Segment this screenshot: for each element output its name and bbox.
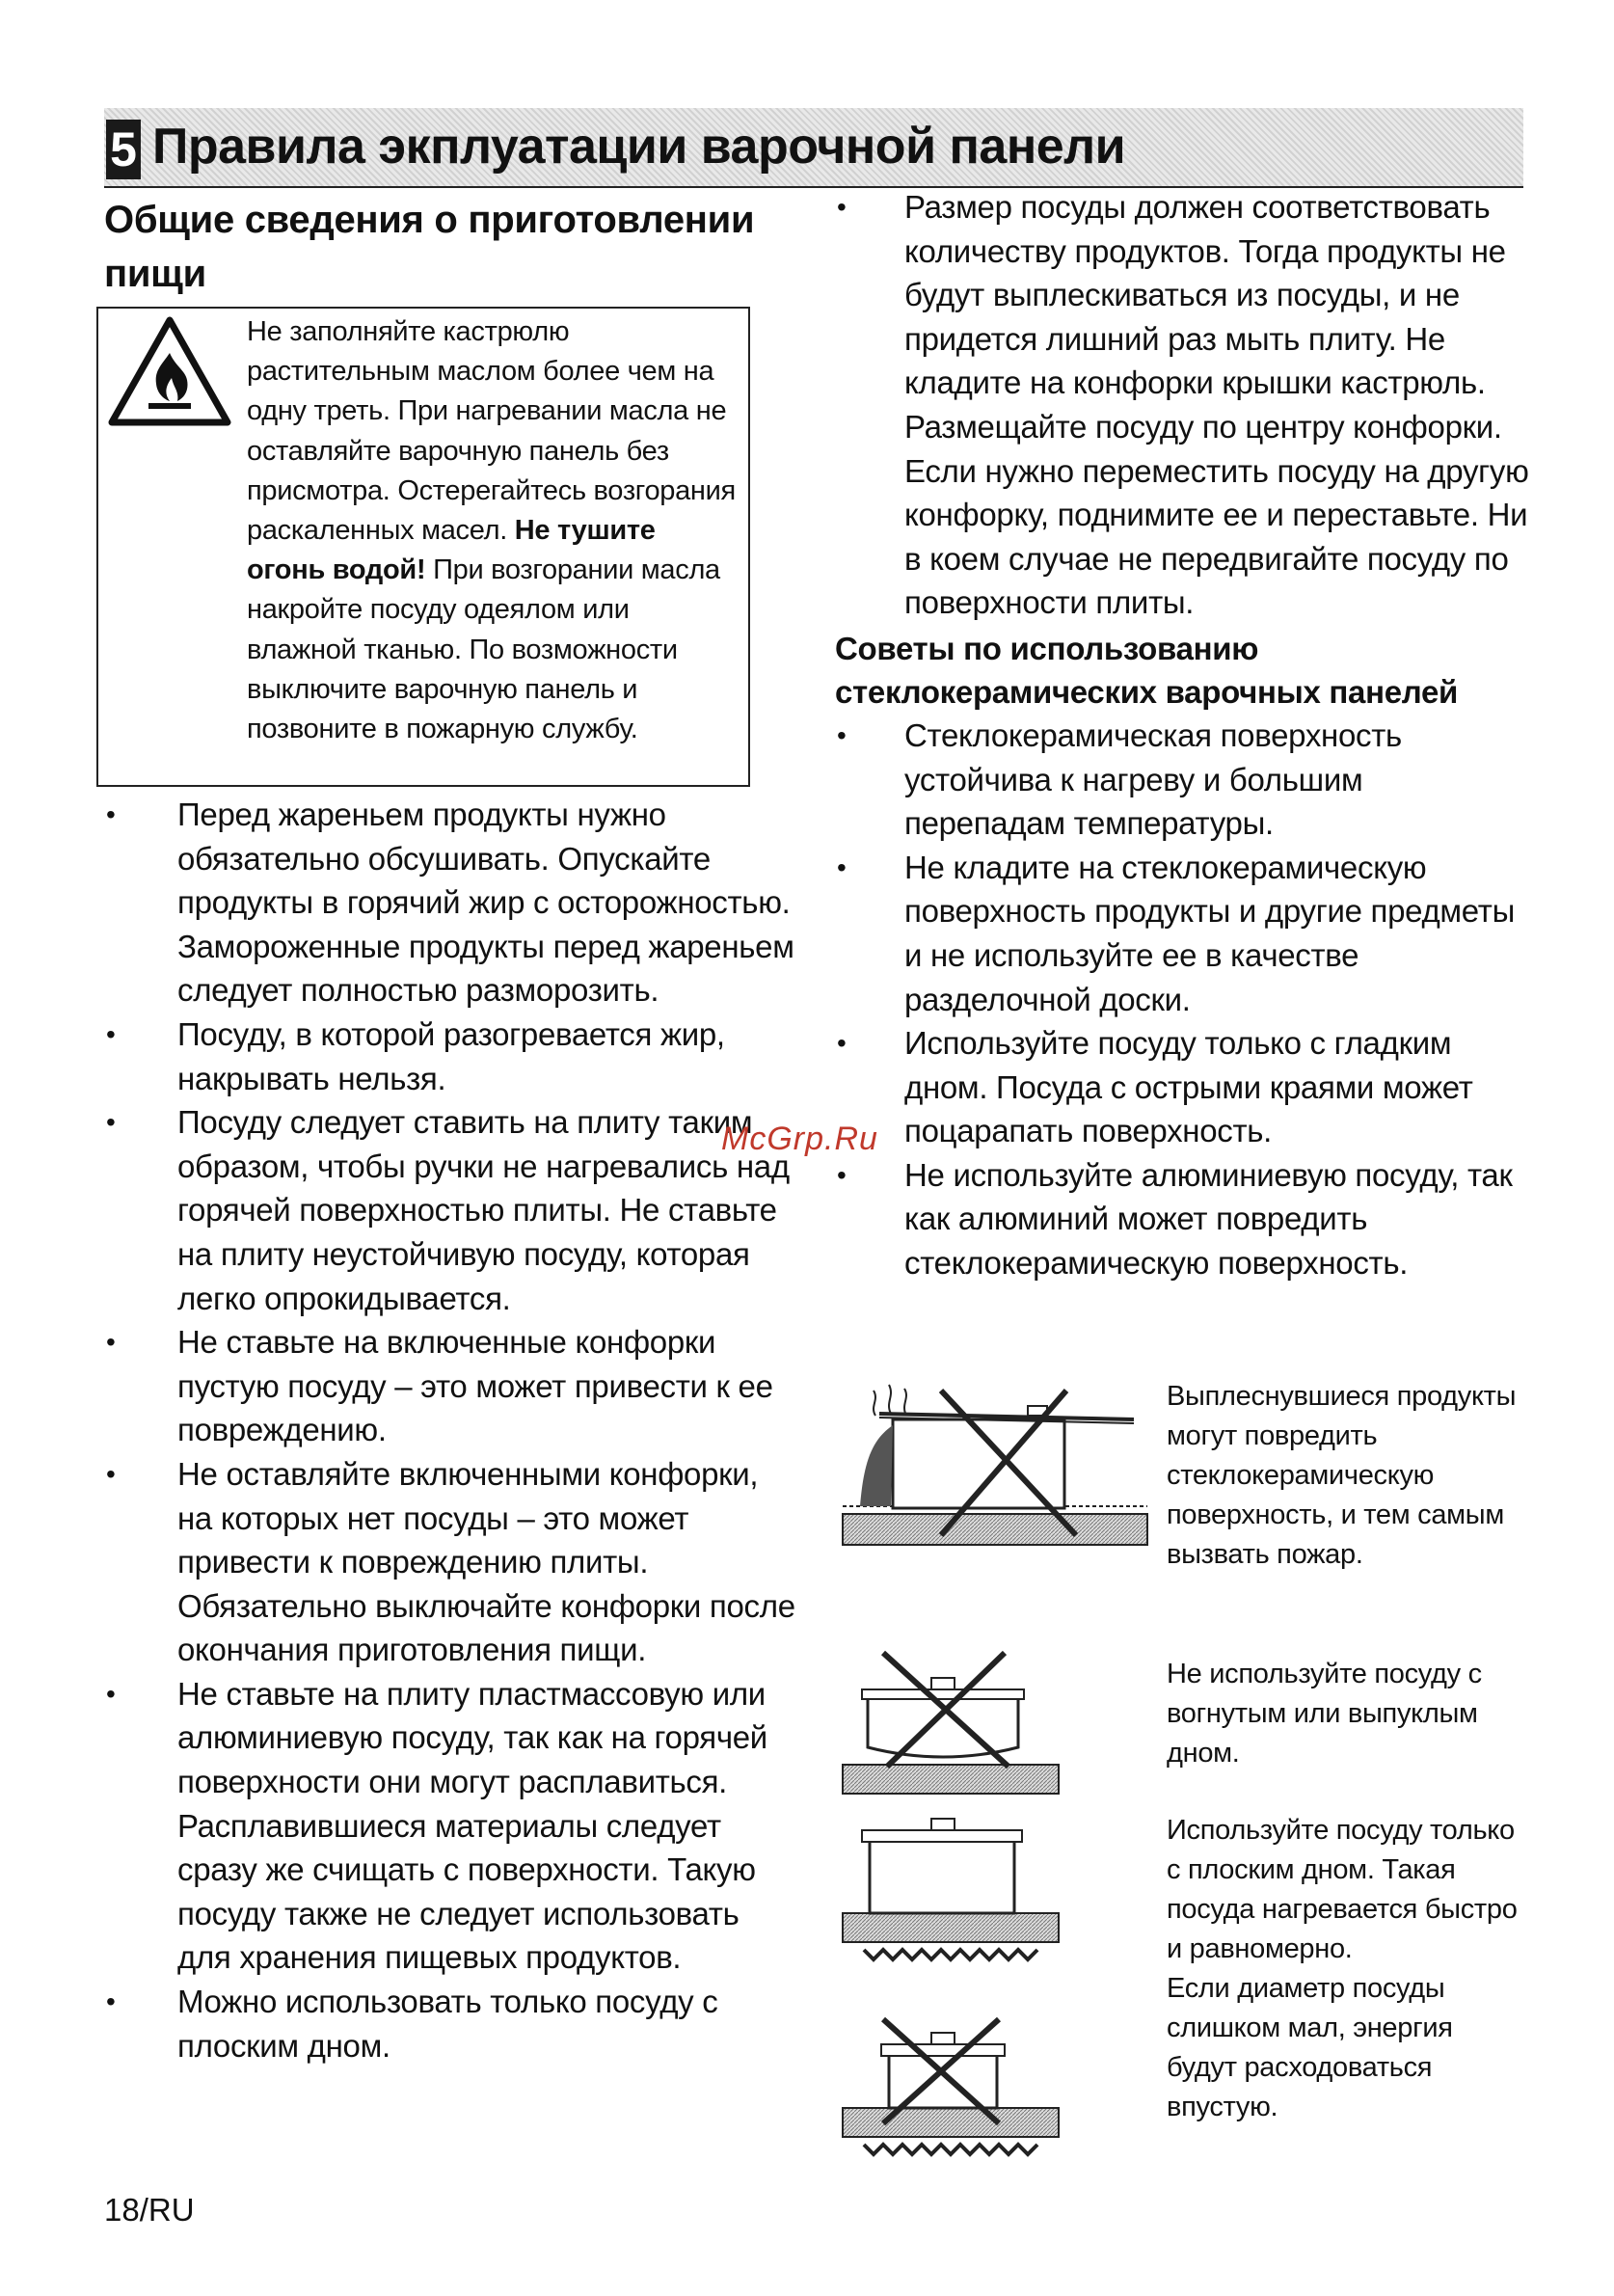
- right-bullet-list: [835, 714, 1529, 1285]
- list-item-text: Посуду следует ставить на плиту таким образом, чтобы ручки не нагревались над горячей поверхностью плиты. Не ставьте на плиту неустойчивую посуду, которая легко опрокидывается.: [177, 1104, 790, 1316]
- right-heading: Советы по использованию стеклокерамических варочных панелей: [835, 630, 1459, 710]
- list-item-text: Посуду, в которой разогревается жир, накрывать нельзя.: [177, 1015, 725, 1096]
- list-item: [104, 1100, 798, 1320]
- figure-caption: Используйте посуду только с плоским дном. Такая посуда нагревается быстро и равномерно.: [1167, 1815, 1518, 1964]
- warning-text-bold: Не тушите огонь водой!: [247, 515, 656, 586]
- list-item: [104, 1980, 798, 2067]
- list-item: [835, 185, 1529, 625]
- bullet-icon: •: [106, 1986, 116, 2017]
- list-item-text: Не используйте алюминиевую посуду, так как алюминий может повредить стеклокерамическую поверхность.: [904, 1156, 1513, 1282]
- list-item-text: Не кладите на стеклокерамическую поверхность продукты и другие предметы и не используйте ее в качестве разделочной доски.: [904, 849, 1516, 1017]
- list-item: [104, 1672, 798, 1980]
- list-item-text: Не ставьте на плиту пластмассовую или алюминиевую посуду, так как на горячей поверхности они могут расплавиться. Расплавившиеся материалы следует сразу же счищать с поверхности. Такую посуду также не следует использовать для хранения пищевых продуктов.: [177, 1675, 767, 1976]
- list-item: [835, 1153, 1529, 1285]
- list-item-text: Стеклокерамическая поверхность устойчива к нагреву и большим перепадам температуры.: [904, 716, 1402, 842]
- bullet-icon: •: [106, 1107, 116, 1138]
- bullet-icon: •: [837, 1159, 847, 1190]
- cookware-figures: [835, 1371, 1163, 2181]
- bullet-icon: •: [837, 719, 847, 750]
- right-column: [835, 185, 1529, 1285]
- bullet-icon: •: [106, 799, 116, 829]
- list-item-text: Перед жареньем продукты нужно обязательно обсушивать. Опускайте продукты в горячий жир с осторожностью. Замороженные продукты перед жареньем следует полностью разморозить.: [177, 797, 794, 1009]
- left-heading: Общие сведения о приготовлении пищи: [104, 199, 755, 295]
- warning-box: [96, 307, 750, 787]
- bullet-icon: •: [106, 1327, 116, 1358]
- list-item: [835, 846, 1529, 1021]
- list-item: [104, 793, 798, 1013]
- list-item-text: Можно использовать только посуду с плоским дном.: [177, 1984, 718, 2064]
- figure-caption: Выплеснувшиеся продукты могут повредить стеклокерамическую поверхность, и тем самым вызвать пожар.: [1167, 1381, 1517, 1570]
- list-item-text: Используйте посуду только с гладким дном. Посуда с острыми краями может поцарапать поверхность.: [904, 1025, 1473, 1149]
- page-number: 18/RU: [104, 2192, 195, 2228]
- boiling-over-pot-icon: [843, 1385, 1147, 1545]
- curved-bottom-pot-icon: [843, 1653, 1059, 1794]
- section-number: 5: [106, 120, 141, 179]
- list-item: [835, 714, 1529, 846]
- left-column: [104, 193, 798, 2067]
- list-item-text: Не ставьте на включенные конфорки пустую посуду – это может привести к ее повреждению.: [177, 1324, 773, 1448]
- bullet-icon: •: [837, 1028, 847, 1059]
- warning-text-part: При возгорании масла накройте посуду одеялом или влажной тканью. По возможности выключите варочную панель и позвоните в пожарную службу.: [247, 554, 720, 745]
- bullet-icon: •: [106, 1458, 116, 1489]
- list-item-text: Не оставляйте включенными конфорки, на которых нет посуды – это может привести к повреждению плиты. Обязательно выключайте конфорки после окончания приготовления пищи.: [177, 1455, 795, 1668]
- section-title: Правила экплуатации варочной панели: [152, 119, 1126, 175]
- list-item: [104, 1320, 798, 1452]
- warning-text: [247, 312, 740, 749]
- flat-bottom-pot-icon: [843, 1819, 1059, 1959]
- list-item: [835, 1021, 1529, 1153]
- watermark: McGrp.Ru: [721, 1121, 878, 1157]
- figure-caption: Не используйте посуду с вогнутым или выпуклым дном.: [1167, 1659, 1482, 1769]
- list-item: [104, 1452, 798, 1672]
- bullet-icon: •: [837, 192, 847, 222]
- bullet-icon: •: [837, 851, 847, 882]
- bullet-icon: •: [106, 1018, 116, 1049]
- right-top-list: [835, 185, 1529, 625]
- figure-caption: Если диаметр посуды слишком мал, энергия будут расходоваться впустую.: [1167, 1973, 1453, 2122]
- fire-warning-icon: [106, 314, 233, 430]
- warning-text-part: Не заполняйте кастрюлю растительным маслом более чем на одну треть. При нагревании масла не оставляйте варочную панель без присмотра. Остерегайтесь возгорания раскаленных масел.: [247, 316, 736, 547]
- left-bullet-list: [104, 793, 798, 2067]
- small-pot-icon: [843, 2019, 1059, 2154]
- list-item-text: Размер посуды должен соответствовать количеству продуктов. Тогда продукты не будут выплескиваться из посуды, и не придется лишний раз мыть плиту. Не кладите на конфорки крышки кастрюль. Размещайте посуду по центру конфорки. Если нужно переместить посуду на другую конфорку, поднимите ее и переставьте. Ни в коем случае не передвигайте посуду по поверхности плиты.: [904, 189, 1529, 621]
- list-item: [104, 1013, 798, 1100]
- bullet-icon: •: [106, 1678, 116, 1709]
